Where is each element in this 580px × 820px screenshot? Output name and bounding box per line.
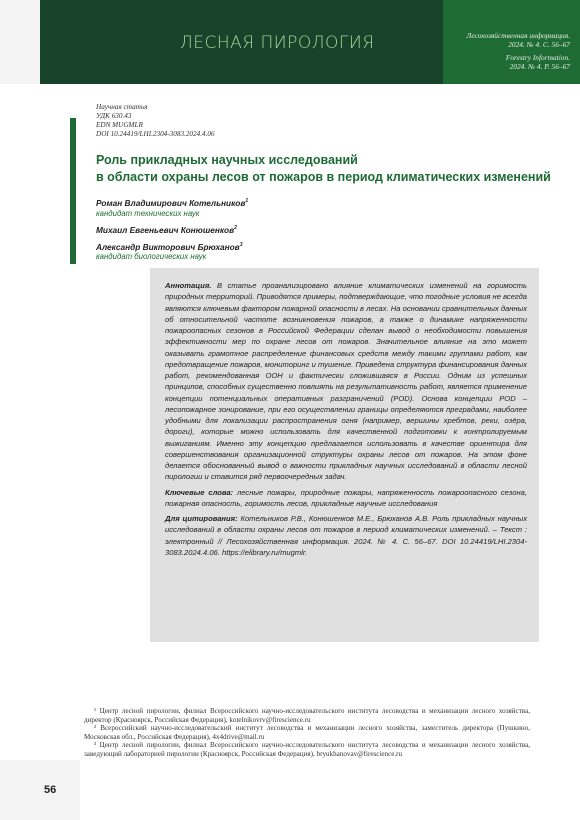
journal-citation-ru: Лесохозяйственная информация. 2024. № 4. С. 56–67 — [466, 31, 570, 49]
edn: EDN MUGMLR — [96, 121, 143, 129]
authors-block — [96, 196, 248, 266]
page-number-box — [0, 760, 80, 820]
author-degree: кандидат биологических наук — [96, 252, 207, 262]
author-name: Михаил Евгеньевич Конюшенков$^2$ — [96, 224, 237, 235]
footnote: ³ Центр лесной пирологии, филиал Всероссийского научно-исследовательского института лесоводства и механизации лесного хозяйства, заведующий лабораторией пирологии (Красноярск, Российская Федерация), bryukhanovav@firescience.ru — [84, 741, 530, 758]
accent-bar — [70, 118, 76, 264]
udk: УДК 630.43 — [96, 112, 132, 120]
journal-header — [0, 0, 580, 84]
keywords: Ключевые слова: лесные пожары, природные пожары, напряженность пожароопасного сезона, пожарная опасность, горимость лесов, прикладные научные исследования — [165, 487, 527, 508]
journal-citation-en: Forestry Information. 2024. № 4. P. 56–67 — [505, 53, 570, 71]
author-name: Роман Владимирович Котельников$^1$ — [96, 197, 249, 208]
page-number: 56 — [44, 784, 57, 796]
footnote: ¹ Центр лесной пирологии, филиал Всероссийского научно-исследовательского института лесоводства и механизации лесного хозяйства, директор (Красноярск, Российская Федерация), kotelnikovrv@firescience.ru — [84, 707, 530, 724]
doi: DOI 10.24419/LHI.2304-3083.2024.4.06 — [96, 130, 215, 138]
abstract-content — [165, 280, 527, 562]
article-meta — [96, 103, 215, 139]
header-light-strip — [0, 0, 40, 84]
author-name: Александр Викторович Брюханов$^3$ — [96, 241, 243, 252]
footnotes — [84, 707, 530, 759]
article-title: Роль прикладных научных исследований в области охраны лесов от пожаров в период климатических изменений — [96, 153, 551, 184]
abstract: Аннотация. В статье проанализировано влияние климатических изменений на горимость природных территорий. Приводятся примеры, подтверждающие, что погодные условия не всегда являются ключевым фактором пожарной опасности в лесах. На основании сравнительных данных об относительной частоте возникновения пожаров, а также о динамике напряженности пожароопасных сезонов в Российской Федерации сделан вывод о необходимости повышения эффективности мер по охране лесов от пожаров. Значительное влияние на это может оказывать грамотное распределение финансовых средств между такими группами работ, как предотвращение пожаров, мониторинг и тушение. Приведена структура финансирования данных работ, рекомендованная ООН и фактически сложившаяся в России. Одним из успешных принципов, способных существенно повлиять на результативность работ, является применение концепции потенциальных оперативных разграничений (POD). Основа концепции POD – лесопожарное зонирование, при его осуществлении границы определяются преградами, наиболее удобными для локализации распространения огня (например, вершины хребтов, реки, озёра, дороги), которые можно использовать для качественной подготовки к контролируемым выжиганиям. Именно эту концепцию предлагается использовать в качестве ориентира для совершенствования организационной структуры охраны лесов от пожаров. На этом фоне делается обоснованный вывод о важности прикладных научных исследований в области лесной пирологии и ставится ряд первоочередных задач. — [165, 281, 527, 482]
article-type: Научная статья — [96, 103, 148, 111]
author-degree: кандидат технических наук — [96, 208, 200, 218]
citation: Для цитирования: Котельников Р.В., Конюшенков М.Е., Брюханов А.В. Роль прикладных научных исследований в области охраны лесов от пожаров в период климатических изменений. – Текст : электронный // Лесохозяйственная информация. 2024. № 4. С. 56–67. DOI 10.24419/LHI.2304-3083.2024.4.06. https://elibrary.ru/mugmlr. — [165, 514, 528, 557]
journal-section-title: ЛЕСНАЯ ПИРОЛОГИЯ — [180, 33, 375, 53]
footnote: ² Всероссийский научно-исследовательский институт лесоводства и механизации лесного хозяйства, заместитель директора (Пушкино, Московская обл., Российская Федерация), 4x4drive@mail.ru — [84, 724, 530, 741]
